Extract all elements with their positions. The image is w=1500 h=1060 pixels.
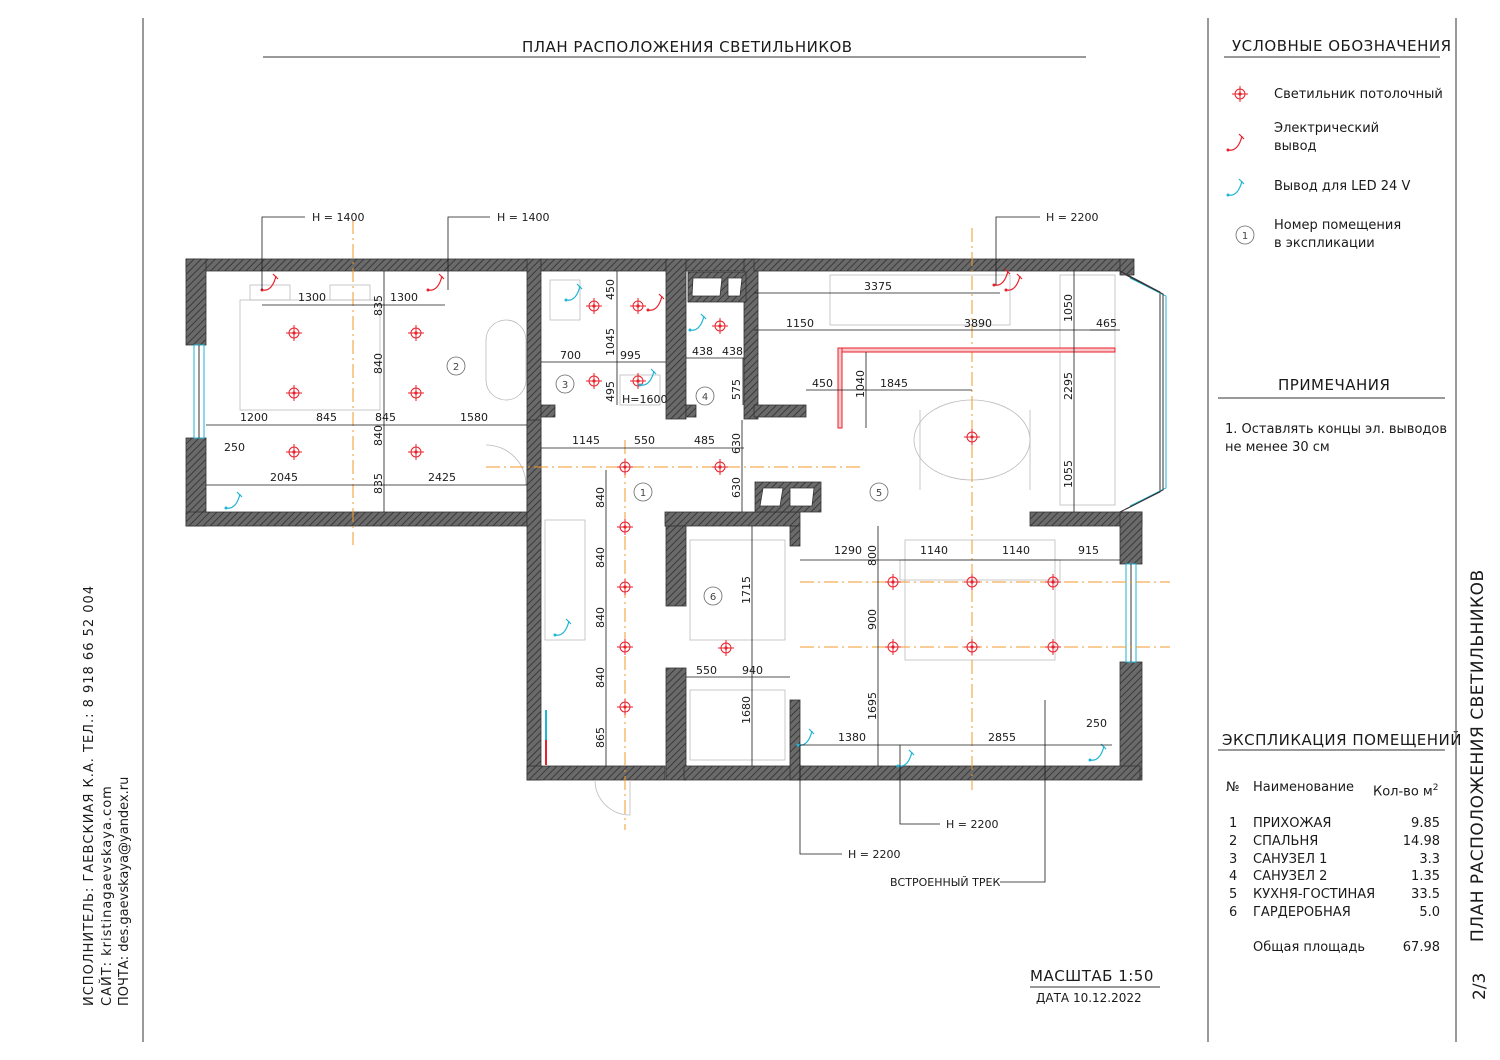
legend-item-outlet (1274, 120, 1379, 156)
dim-label: 2295 (1062, 372, 1075, 400)
legend-item-line1: Вывод для LED 24 V (1274, 179, 1411, 194)
dim-label: 1695 (866, 692, 879, 720)
room-number-3: 3 (561, 380, 569, 391)
explication-head-sup: 2 (1432, 783, 1439, 793)
legend-item-led (1274, 178, 1410, 196)
dim-label: 438 (692, 345, 713, 358)
dim-label: 1150 (786, 317, 814, 330)
dim-label: 1200 (240, 411, 268, 424)
dim-label: 1300 (390, 291, 418, 304)
dim-label: 1055 (1062, 460, 1075, 488)
explication-row-name: ГАРДЕРОБНАЯ (1253, 905, 1351, 920)
explication-total-label: Общая площадь (1253, 940, 1366, 955)
callout-h2200-top: H = 2200 (1046, 211, 1099, 224)
explication-row-area: 14.98 (1402, 834, 1440, 849)
explication-row-area: 3.3 (1419, 852, 1440, 867)
dim-label: 450 (812, 377, 833, 390)
dim-label: 438 (722, 345, 743, 358)
explication-row-no: 6 (1229, 905, 1238, 920)
dim-label: 840 (594, 547, 607, 568)
explication-head-name: Наименование (1253, 780, 1355, 795)
sheet-number: 2/3 (1470, 972, 1490, 1000)
dim-label: 1290 (834, 544, 862, 557)
explication-row-name: САНУЗЕЛ 1 (1253, 852, 1328, 867)
notes-line1: 1. Оставлять концы эл. выводов (1225, 422, 1448, 437)
dim-label: 995 (620, 349, 641, 362)
explication-row-area: 5.0 (1419, 905, 1440, 920)
explication-total-value: 67.98 (1402, 940, 1440, 955)
explication-row-no: 3 (1229, 852, 1238, 867)
dim-label: 485 (694, 434, 715, 447)
legend-item-line1: Электрический (1274, 121, 1380, 136)
author-line3: ПОЧТА: des.gaevskaya@yandex.ru (117, 776, 132, 1006)
dim-label: 3375 (864, 280, 892, 293)
legend-item-line2: в экспликации (1274, 236, 1375, 251)
dim-label: 835 (372, 295, 385, 316)
dim-label: 840 (372, 425, 385, 446)
dim-label: 630 (730, 477, 743, 498)
dim-label: 465 (1096, 317, 1117, 330)
dim-label: 1045 (604, 328, 617, 356)
ceiling-light-icon (1232, 86, 1248, 102)
plan-title: ПЛАН РАСПОЛОЖЕНИЯ СВЕТИЛЬНИКОВ (522, 38, 853, 56)
notes-title: ПРИМЕЧАНИЯ (1278, 376, 1391, 394)
legend-symbols (1227, 86, 1255, 244)
explication-row-no: 1 (1229, 816, 1238, 831)
dim-label: 800 (866, 545, 879, 566)
notes-text (1225, 421, 1447, 457)
callout-h2200-mid: H = 2200 (946, 818, 999, 831)
dim-label: 575 (730, 379, 743, 400)
side-title: ПЛАН РАСПОЛОЖЕНИЯ СВЕТИЛЬНИКОВ (1468, 569, 1488, 942)
dim-label: 3890 (964, 317, 992, 330)
dim-label: 550 (696, 664, 717, 677)
legend-item-line1: Светильник потолочный (1274, 87, 1443, 102)
room-number-4: 4 (701, 392, 709, 403)
dim-label: 1300 (298, 291, 326, 304)
electric-outlet-icon (1227, 134, 1245, 152)
dim-label: 940 (742, 664, 763, 677)
dim-label: 915 (1078, 544, 1099, 557)
explication-row-name: ПРИХОЖАЯ (1253, 816, 1332, 831)
explication-row-area: 1.35 (1411, 869, 1440, 884)
dim-label: 840 (594, 667, 607, 688)
legend-item-line1: Номер помещения (1274, 218, 1402, 233)
dim-label: 835 (372, 473, 385, 494)
explication-row-area: 9.85 (1411, 816, 1440, 831)
room-number-2: 2 (452, 362, 460, 373)
explication-row-no: 5 (1229, 887, 1238, 902)
dim-label: 2425 (428, 471, 456, 484)
explication-head-qty (1373, 779, 1438, 801)
legend-title: УСЛОВНЫЕ ОБОЗНАЧЕНИЯ (1232, 37, 1452, 55)
dim-label: 1715 (740, 576, 753, 604)
explication-row-name: СПАЛЬНЯ (1253, 834, 1319, 849)
callout-track: ВСТРОЕННЫЙ ТРЕК (890, 876, 1001, 889)
dim-label: 1145 (572, 434, 600, 447)
legend-item-room (1274, 217, 1401, 253)
dim-label: 1680 (740, 696, 753, 724)
dim-label: 250 (1086, 717, 1107, 730)
author-line1: ИСПОЛНИТЕЛЬ: ГАЕВСКИАЯ К.А. ТЕЛ.: 8 918 66 52 004 (82, 584, 97, 1006)
legend-item-light (1274, 86, 1443, 104)
explication-row-no: 2 (1229, 834, 1238, 849)
dim-label: 1380 (838, 731, 866, 744)
callout-h1600: H=1600 (622, 393, 668, 406)
explication-head-qty-text: Кол-во м (1373, 784, 1433, 800)
led-outlet-icon (1227, 179, 1245, 197)
callout-h1400-b: H = 1400 (497, 211, 550, 224)
notes-line2: не менее 30 см (1225, 440, 1330, 455)
dim-label: 700 (560, 349, 581, 362)
dim-label: 2855 (988, 731, 1016, 744)
dim-label: 840 (594, 607, 607, 628)
explication-row-area: 33.5 (1411, 887, 1440, 902)
dim-label: 550 (634, 434, 655, 447)
dim-label: 900 (866, 609, 879, 630)
dim-label: 1140 (1002, 544, 1030, 557)
dim-label: 1040 (854, 370, 867, 398)
room-number-6: 6 (709, 592, 717, 603)
explication-row-name: КУХНЯ-ГОСТИНАЯ (1253, 887, 1376, 902)
dim-label: 865 (594, 727, 607, 748)
scale-label: МАСШТАБ 1:50 (1030, 967, 1154, 985)
dim-label: 450 (604, 279, 617, 300)
dim-label: 1140 (920, 544, 948, 557)
callout-h1400-a: H = 1400 (312, 211, 365, 224)
dim-label: 845 (316, 411, 337, 424)
explication-row-no: 4 (1229, 869, 1238, 884)
dim-label: 845 (375, 411, 396, 424)
dim-label: 1580 (460, 411, 488, 424)
explication-row-name: САНУЗЕЛ 2 (1253, 869, 1328, 884)
explication-title: ЭКСПЛИКАЦИЯ ПОМЕЩЕНИЙ (1222, 731, 1462, 749)
dim-label: 1845 (880, 377, 908, 390)
room-number-icon-label: 1 (1241, 231, 1249, 242)
legend-item-line2: вывод (1274, 139, 1317, 154)
callout-h2200-low: H = 2200 (848, 848, 901, 861)
dim-label: 495 (604, 381, 617, 402)
author-line2: САЙТ: kristinagaevskaya.com (100, 785, 115, 1006)
dim-label: 630 (730, 433, 743, 454)
dim-label: 250 (224, 441, 245, 454)
room-number-5: 5 (875, 488, 883, 499)
explication-head-no: № (1226, 780, 1240, 795)
walls (186, 259, 1142, 780)
dim-label: 2045 (270, 471, 298, 484)
dim-label: 840 (372, 353, 385, 374)
room-number-1: 1 (639, 488, 647, 499)
date-label: ДАТА 10.12.2022 (1036, 991, 1142, 1005)
dim-label: 840 (594, 487, 607, 508)
dim-label: 1050 (1062, 294, 1075, 322)
